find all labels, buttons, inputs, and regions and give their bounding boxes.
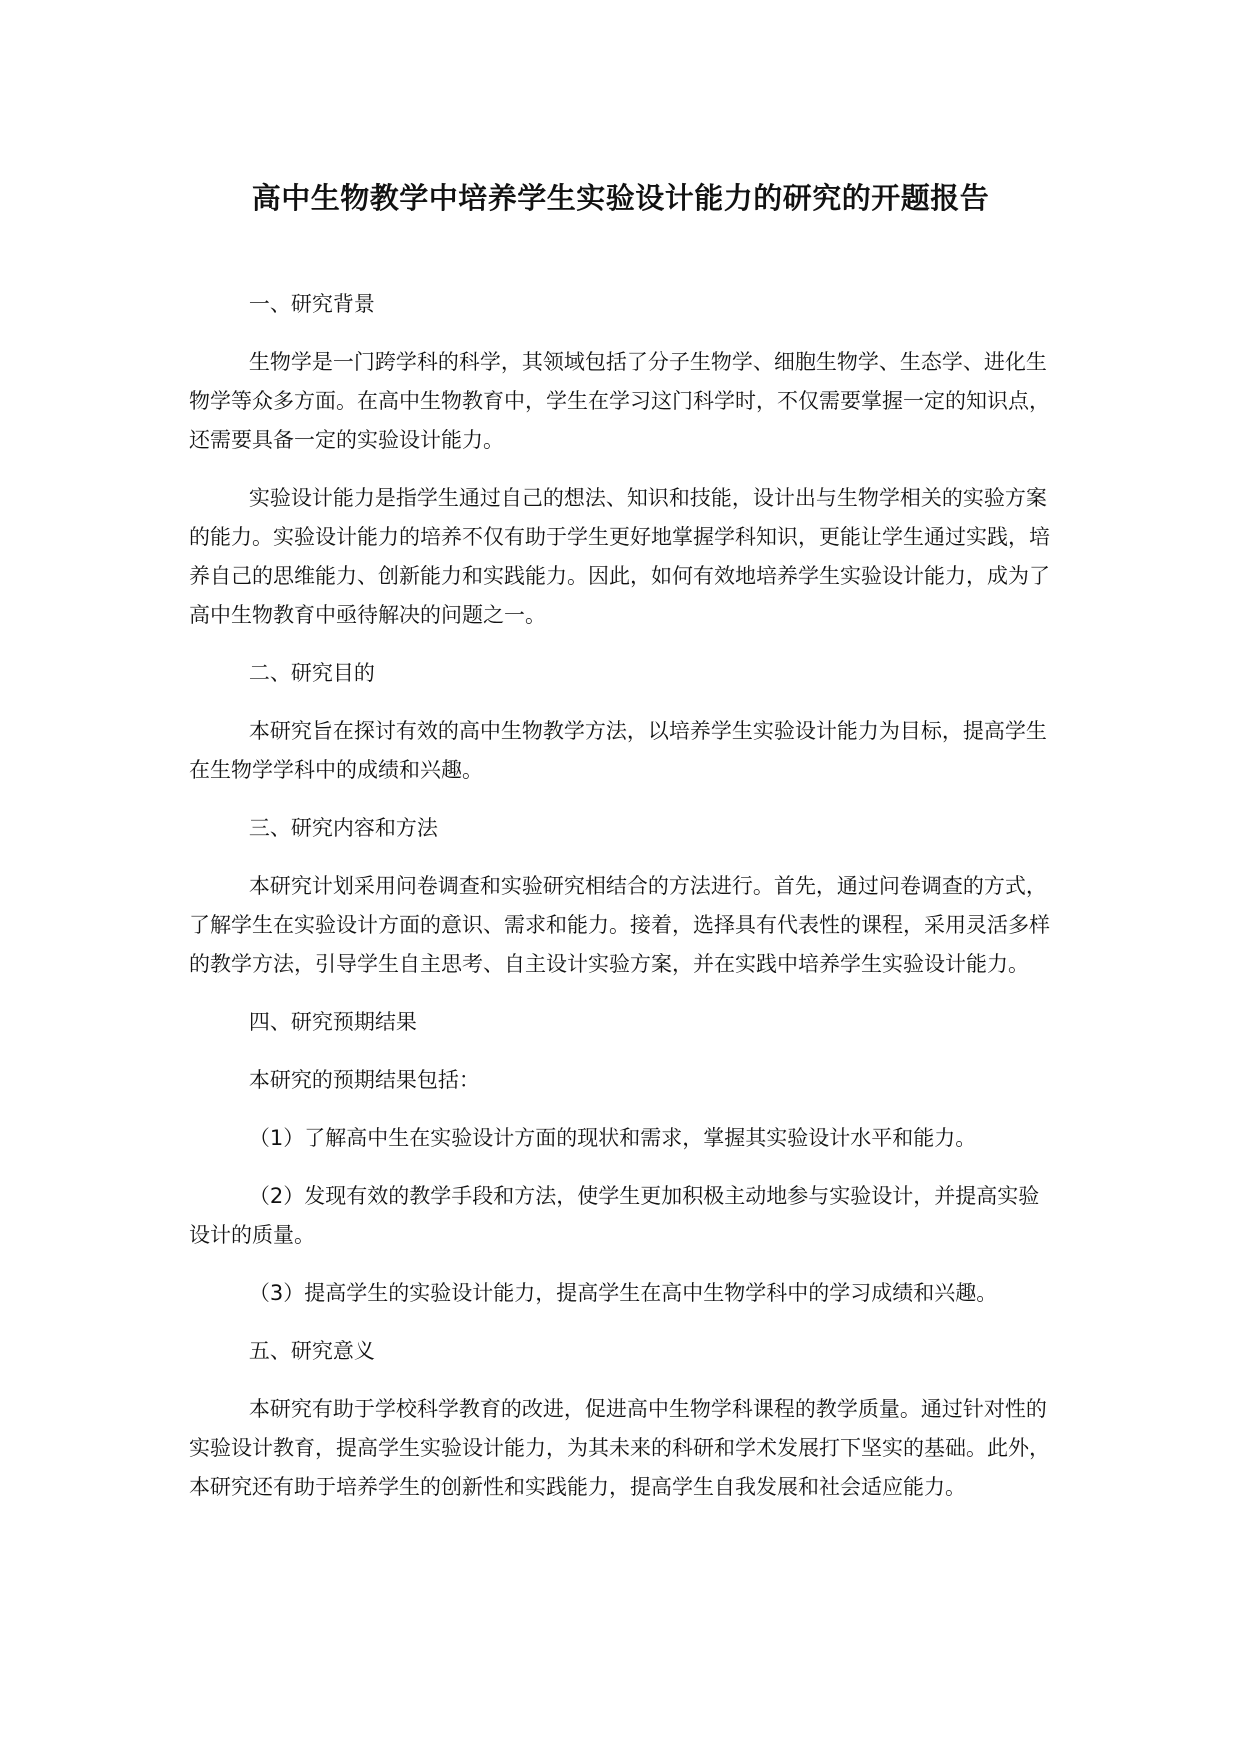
paragraph-background-1: 生物学是一门跨学科的科学，其领域包括了分子生物学、细胞生物学、生态学、进化生物学等众多方面。在高中生物教育中，学生在学习这门科学时，不仅需要掌握一定的知识点，还需要具备一定的实验设计能力。	[189, 350, 1050, 452]
paragraph-expected-intro: 本研究的预期结果包括：	[248, 1068, 480, 1092]
list-item-expected-2: （2）发现有效的教学手段和方法，使学生更加积极主动地参与实验设计，并提高实验设计的质量。	[189, 1184, 1040, 1247]
document-title: 高中生物教学中培养学生实验设计能力的研究的开题报告	[251, 181, 990, 215]
section-heading-background: 一、研究背景	[248, 292, 375, 316]
paragraph-significance: 本研究有助于学校科学教育的改进，促进高中生物学科课程的教学质量。通过针对性的实验设计教育，提高学生实验设计能力，为其未来的科研和学术发展打下坚实的基础。此外，本研究还有助于培养学生的创新性和实践能力，提高学生自我发展和社会适应能力。	[189, 1397, 1050, 1499]
list-item-expected-3: （3）提高学生的实验设计能力，提高学生在高中生物学科中的学习成绩和兴趣。	[248, 1281, 998, 1305]
section-heading-content-method: 三、研究内容和方法	[248, 816, 438, 840]
document-body	[189, 285, 1059, 1507]
paragraph-background-2: 实验设计能力是指学生通过自己的想法、知识和技能，设计出与生物学相关的实验方案的能力。实验设计能力的培养不仅有助于学生更好地掌握学科知识，更能让学生通过实践，培养自己的思维能力、创新能力和实践能力。因此，如何有效地培养学生实验设计能力，成为了高中生物教育中亟待解决的问题之一。	[189, 486, 1050, 627]
section-heading-expected-results: 四、研究预期结果	[248, 1010, 417, 1034]
paragraph-content-method: 本研究计划采用问卷调查和实验研究相结合的方法进行。首先，通过问卷调查的方式，了解学生在实验设计方面的意识、需求和能力。接着，选择具有代表性的课程，采用灵活多样的教学方法，引导学生自主思考、自主设计实验方案，并在实践中培养学生实验设计能力。	[189, 874, 1050, 976]
section-heading-significance: 五、研究意义	[248, 1339, 375, 1363]
list-item-expected-1: （1）了解高中生在实验设计方面的现状和需求，掌握其实验设计水平和能力。	[248, 1126, 977, 1150]
paragraph-purpose: 本研究旨在探讨有效的高中生物教学方法，以培养学生实验设计能力为目标，提高学生在生物学学科中的成绩和兴趣。	[189, 719, 1047, 782]
section-heading-purpose: 二、研究目的	[248, 661, 375, 685]
